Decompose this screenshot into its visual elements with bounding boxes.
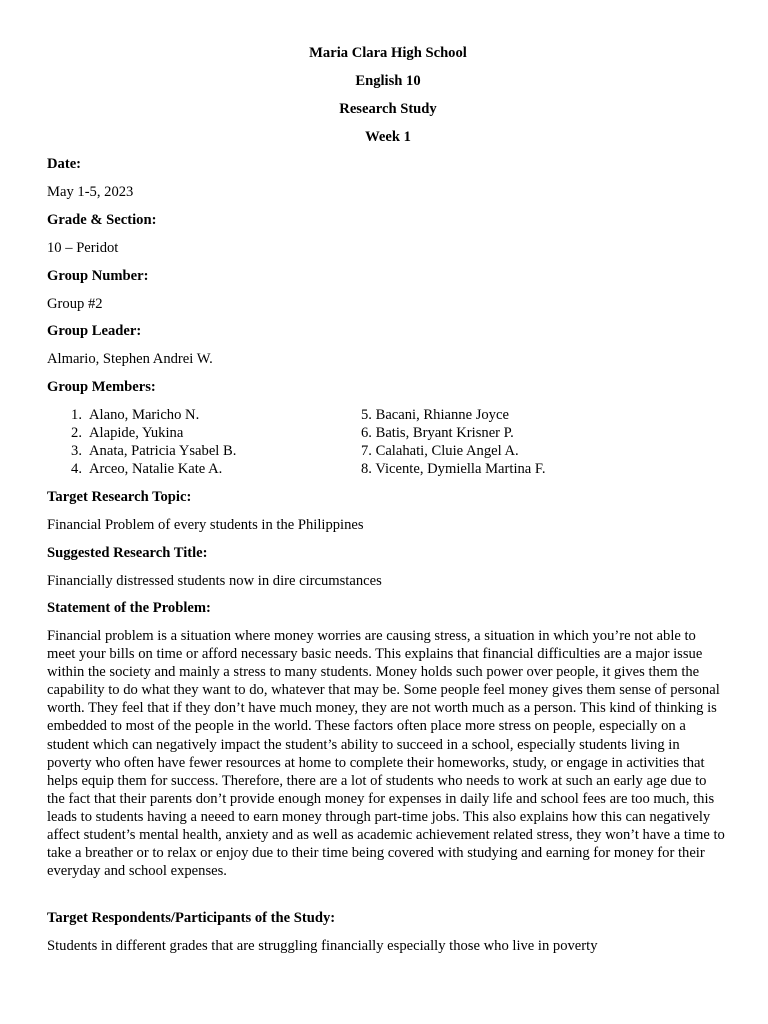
week: Week 1 — [365, 129, 411, 145]
grade-section-value: 10 – Peridot — [47, 240, 119, 256]
member-list-item — [58, 442, 236, 460]
subject: English 10 — [355, 73, 421, 89]
member-number: 2. — [71, 425, 82, 441]
statement-text: Financial problem is a situation where money worries are causing stress, a situation in which you’re not able to meet your bills on time or afford necessary basic needs. This explains that financial difficulties are a major issue within the society and mainly a stress to many students. Money holds such power over people, it gives them the capability to do what they want to do, whatever that may be. Some people feel money gives them sense of personal worth. They feel that if they don’t have much money, they are not worth much as a person. This kind of thinking is embedded to most of the people in the world. These factors often place more stress on people, especially on a student which can negatively impact the student’s ability to succeed in a school, especially students living in poverty who often have fewer resources at home to complete their homeworks, study, or engage in activities that helps equip them for success. Therefore, there are a lot of students who needs to work at such an early age due to the fact that their parents don’t provide enough money for expenses in daily life and school fees are too much, this leads to students having a neeed to earn money through part-time jobs. This also explains how this can negatively affect student’s mental health, anxiety and as well as academic achievement related stress, they won’t have a time to take a breather or to relax or enjoy due to their time being covered with studying and earning for money for their everyday and school expenses. — [47, 628, 725, 880]
member-number: 1. — [71, 407, 82, 423]
target-topic-label: Target Research Topic: — [47, 489, 192, 505]
date-value: May 1-5, 2023 — [47, 184, 134, 200]
member-name: Arceo, Natalie Kate A. — [89, 461, 223, 477]
member-name: Alapide, Yukina — [89, 425, 184, 441]
member-list-item: 5. Bacani, Rhianne Joyce — [361, 407, 509, 423]
member-number: 3. — [71, 443, 82, 459]
school-name: Maria Clara High School — [309, 45, 467, 61]
date-label: Date: — [47, 156, 82, 172]
group-leader-label: Group Leader: — [47, 323, 142, 339]
member-list-item: 8. Vicente, Dymiella Martina F. — [361, 461, 546, 477]
respondents-label: Target Respondents/Participants of the Study: — [47, 910, 336, 926]
member-number: 4. — [71, 461, 82, 477]
group-leader-value: Almario, Stephen Andrei W. — [47, 351, 213, 367]
member-name: Alano, Maricho N. — [89, 407, 200, 423]
member-list-item: 7. Calahati, Cluie Angel A. — [361, 443, 519, 459]
suggested-title-label: Suggested Research Title: — [47, 545, 208, 561]
suggested-title-value: Financially distressed students now in dire circumstances — [47, 573, 382, 589]
member-name: Anata, Patricia Ysabel B. — [89, 443, 237, 459]
member-list-item: 6. Batis, Bryant Krisner P. — [361, 425, 514, 441]
member-list-item — [58, 406, 199, 424]
grade-section-label: Grade & Section: — [47, 212, 157, 228]
statement-label: Statement of the Problem: — [47, 600, 211, 616]
document-type: Research Study — [339, 101, 437, 117]
group-number-value: Group #2 — [47, 296, 103, 312]
target-topic-value: Financial Problem of every students in the Philippines — [47, 517, 364, 533]
group-number-label: Group Number: — [47, 268, 149, 284]
group-members-label: Group Members: — [47, 379, 156, 395]
member-list-item — [58, 424, 183, 442]
respondents-value: Students in different grades that are struggling financially especially those who live in poverty — [47, 938, 598, 954]
member-list-item — [58, 460, 222, 478]
